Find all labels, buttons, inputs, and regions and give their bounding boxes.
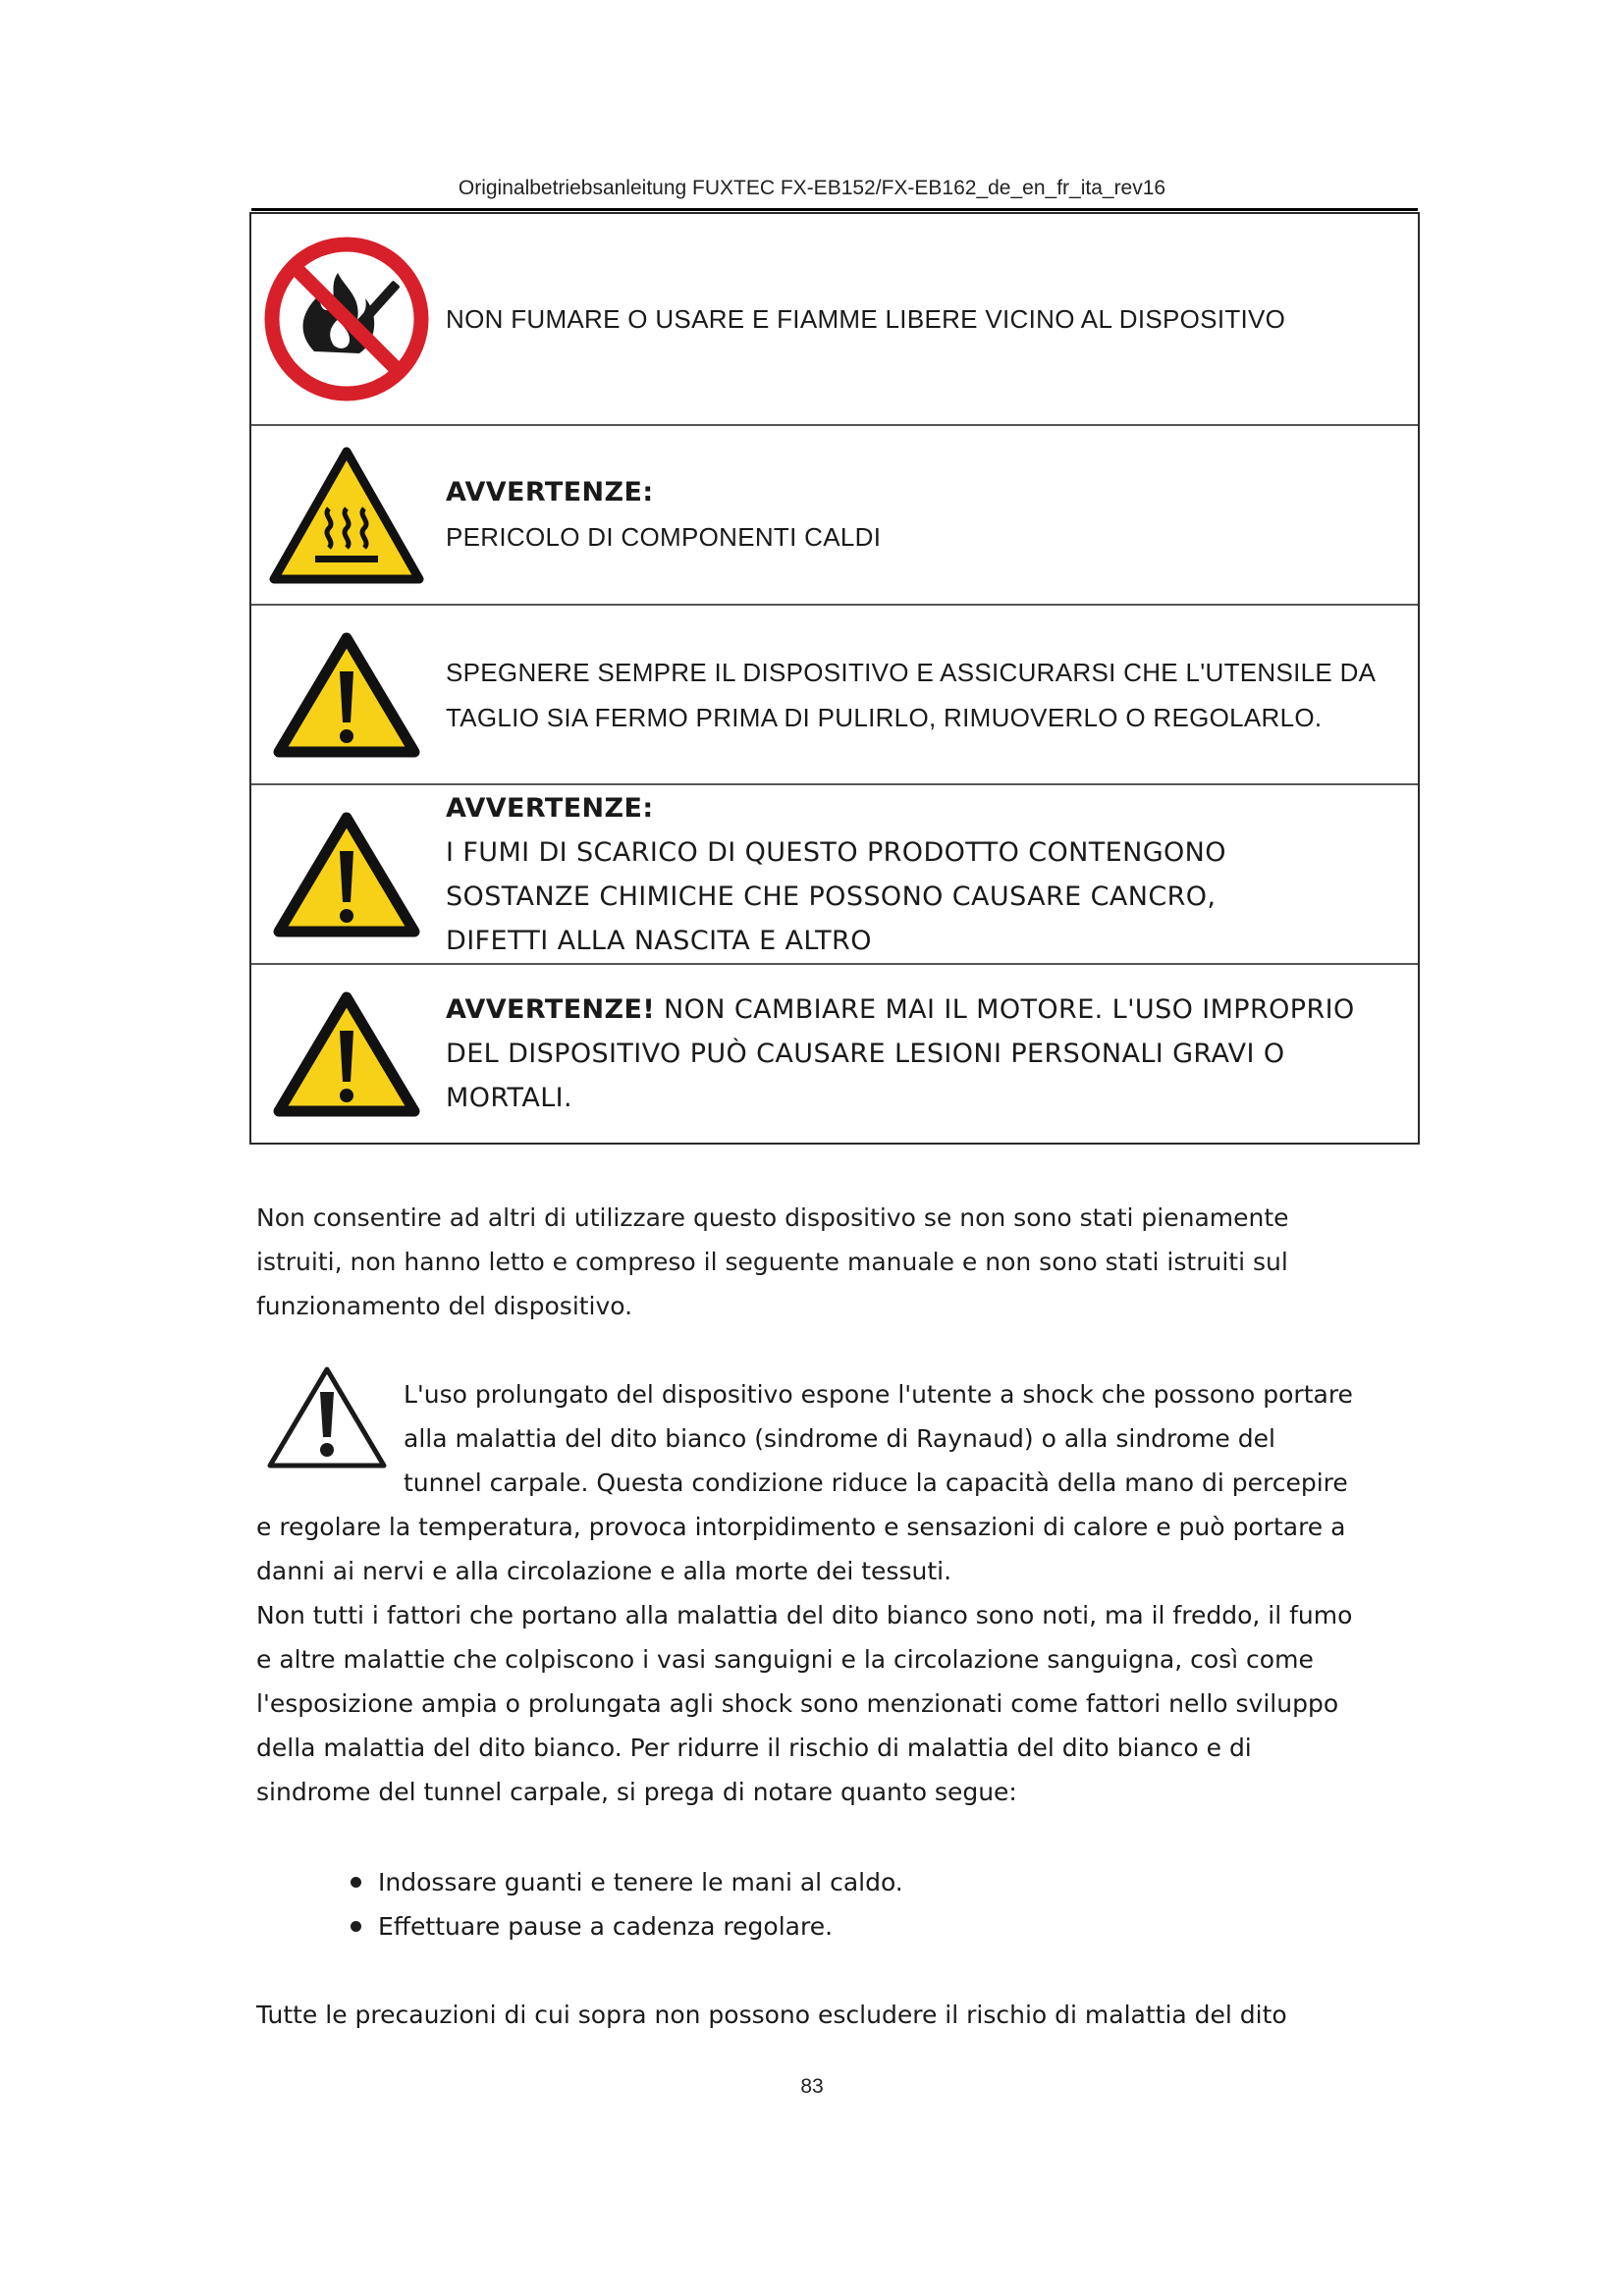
- warning-text: PERICOLO DI COMPONENTI CALDI: [446, 522, 882, 552]
- paragraph-line: Tutte le precauzioni di cui sopra non possono escludere il rischio di malattia del dito: [256, 2001, 1287, 2029]
- intro-paragraph: [256, 1196, 1425, 1328]
- paragraph-line: e altre malattie che colpiscono i vasi sanguigni e la circolazione sanguigna, così come: [256, 1645, 1314, 1674]
- paragraph-line: tunnel carpale. Questa condizione riduce la capacità della mano di percepire: [404, 1468, 1348, 1497]
- warning-text-line: SPEGNERE SEMPRE IL DISPOSITIVO E ASSICURARSI CHE L'UTENSILE DA: [446, 657, 1377, 687]
- safety-symbols-table: [249, 212, 1420, 1145]
- paragraph-line: alla malattia del dito bianco (sindrome di Raynaud) o alla sindrome del: [404, 1424, 1275, 1453]
- warning-text-line: TAGLIO SIA FERMO PRIMA DI PULIRLO, RIMUOVERLO O REGOLARLO.: [446, 702, 1323, 732]
- paragraph-line: funzionamento del dispositivo.: [256, 1292, 633, 1320]
- paragraph-line: L'uso prolungato del dispositivo espone l'utente a shock che possono portare: [404, 1380, 1353, 1409]
- bullet-icon: [351, 1877, 361, 1888]
- warning-text-line: DEL DISPOSITIVO PUÒ CAUSARE LESIONI PERSONALI GRAVI O: [446, 1039, 1285, 1069]
- running-header: Originalbetriebsanleitung FUXTEC FX-EB152/FX-EB162_de_en_fr_ita_rev16: [458, 177, 1166, 199]
- general-warning-icon: [273, 991, 420, 1117]
- paragraph-line: e regolare la temperatura, provoca intorpidimento e sensazioni di calore e può portare a: [256, 1513, 1346, 1541]
- warning-title: AVVERTENZE:: [446, 792, 654, 824]
- paragraph-line: Non consentire ad altri di utilizzare questo dispositivo se non sono stati pienamente: [256, 1203, 1289, 1232]
- paragraph-line: l'esposizione ampia o prolungata agli shock sono menzionati come fattori nello sviluppo: [256, 1689, 1339, 1718]
- list-item: Effettuare pause a cadenza regolare.: [349, 1904, 903, 1949]
- warning-text-line: I FUMI DI SCARICO DI QUESTO PRODOTTO CONTENGONO: [446, 836, 1226, 868]
- warning-text-line: SOSTANZE CHIMICHE CHE POSSONO CAUSARE CANCRO,: [446, 881, 1217, 912]
- no-smoking-no-open-flame-icon: [263, 236, 430, 402]
- warning-text: NON CAMBIARE MAI IL MOTORE. L'USO IMPROPRIO: [655, 994, 1355, 1025]
- warning-row-hot-surface: [251, 424, 1418, 604]
- paragraph-line: Non tutti i fattori che portano alla malattia del dito bianco sono noti, ma il freddo, il fumo: [256, 1601, 1353, 1629]
- warning-row-motor: [251, 963, 1418, 1143]
- warning-text-line: DIFETTI ALLA NASCITA E ALTRO: [446, 925, 872, 956]
- warning-title: AVVERTENZE:: [446, 477, 654, 507]
- paragraph-line: danni ai nervi e alla circolazione e alla morte dei tessuti.: [256, 1557, 952, 1585]
- warning-text-line: MORTALI.: [446, 1083, 572, 1113]
- paragraph-line: istruiti, non hanno letto e compreso il seguente manuale e non sono stati istruiti sul: [256, 1248, 1288, 1276]
- general-warning-icon: [273, 632, 420, 758]
- header-rule: [251, 208, 1418, 211]
- warning-row-no-smoking: [251, 214, 1418, 424]
- general-warning-icon: [273, 812, 420, 937]
- warning-text: NON FUMARE O USARE E FIAMME LIBERE VICINO AL DISPOSITIVO: [446, 304, 1286, 334]
- page-number: 83: [800, 2075, 824, 2098]
- warning-row-exhaust-fumes: [251, 783, 1418, 963]
- warning-title: AVVERTENZE!: [446, 994, 656, 1025]
- warning-row-switch-off: [251, 604, 1418, 783]
- paragraph-line: sindrome del tunnel carpale, si prega di notare quanto segue:: [256, 1778, 1017, 1806]
- hot-surface-warning-icon: [268, 446, 425, 585]
- bullet-icon: [351, 1921, 361, 1932]
- warning-text-line: [446, 988, 1398, 1032]
- paragraph-line: della malattia del dito bianco. Per ridurre il rischio di malattia del dito bianco e di: [256, 1734, 1252, 1762]
- list-item: Indossare guanti e tenere le mani al caldo.: [349, 1860, 903, 1904]
- precautions-list: [349, 1860, 903, 1949]
- warning-outline-icon: [265, 1364, 389, 1472]
